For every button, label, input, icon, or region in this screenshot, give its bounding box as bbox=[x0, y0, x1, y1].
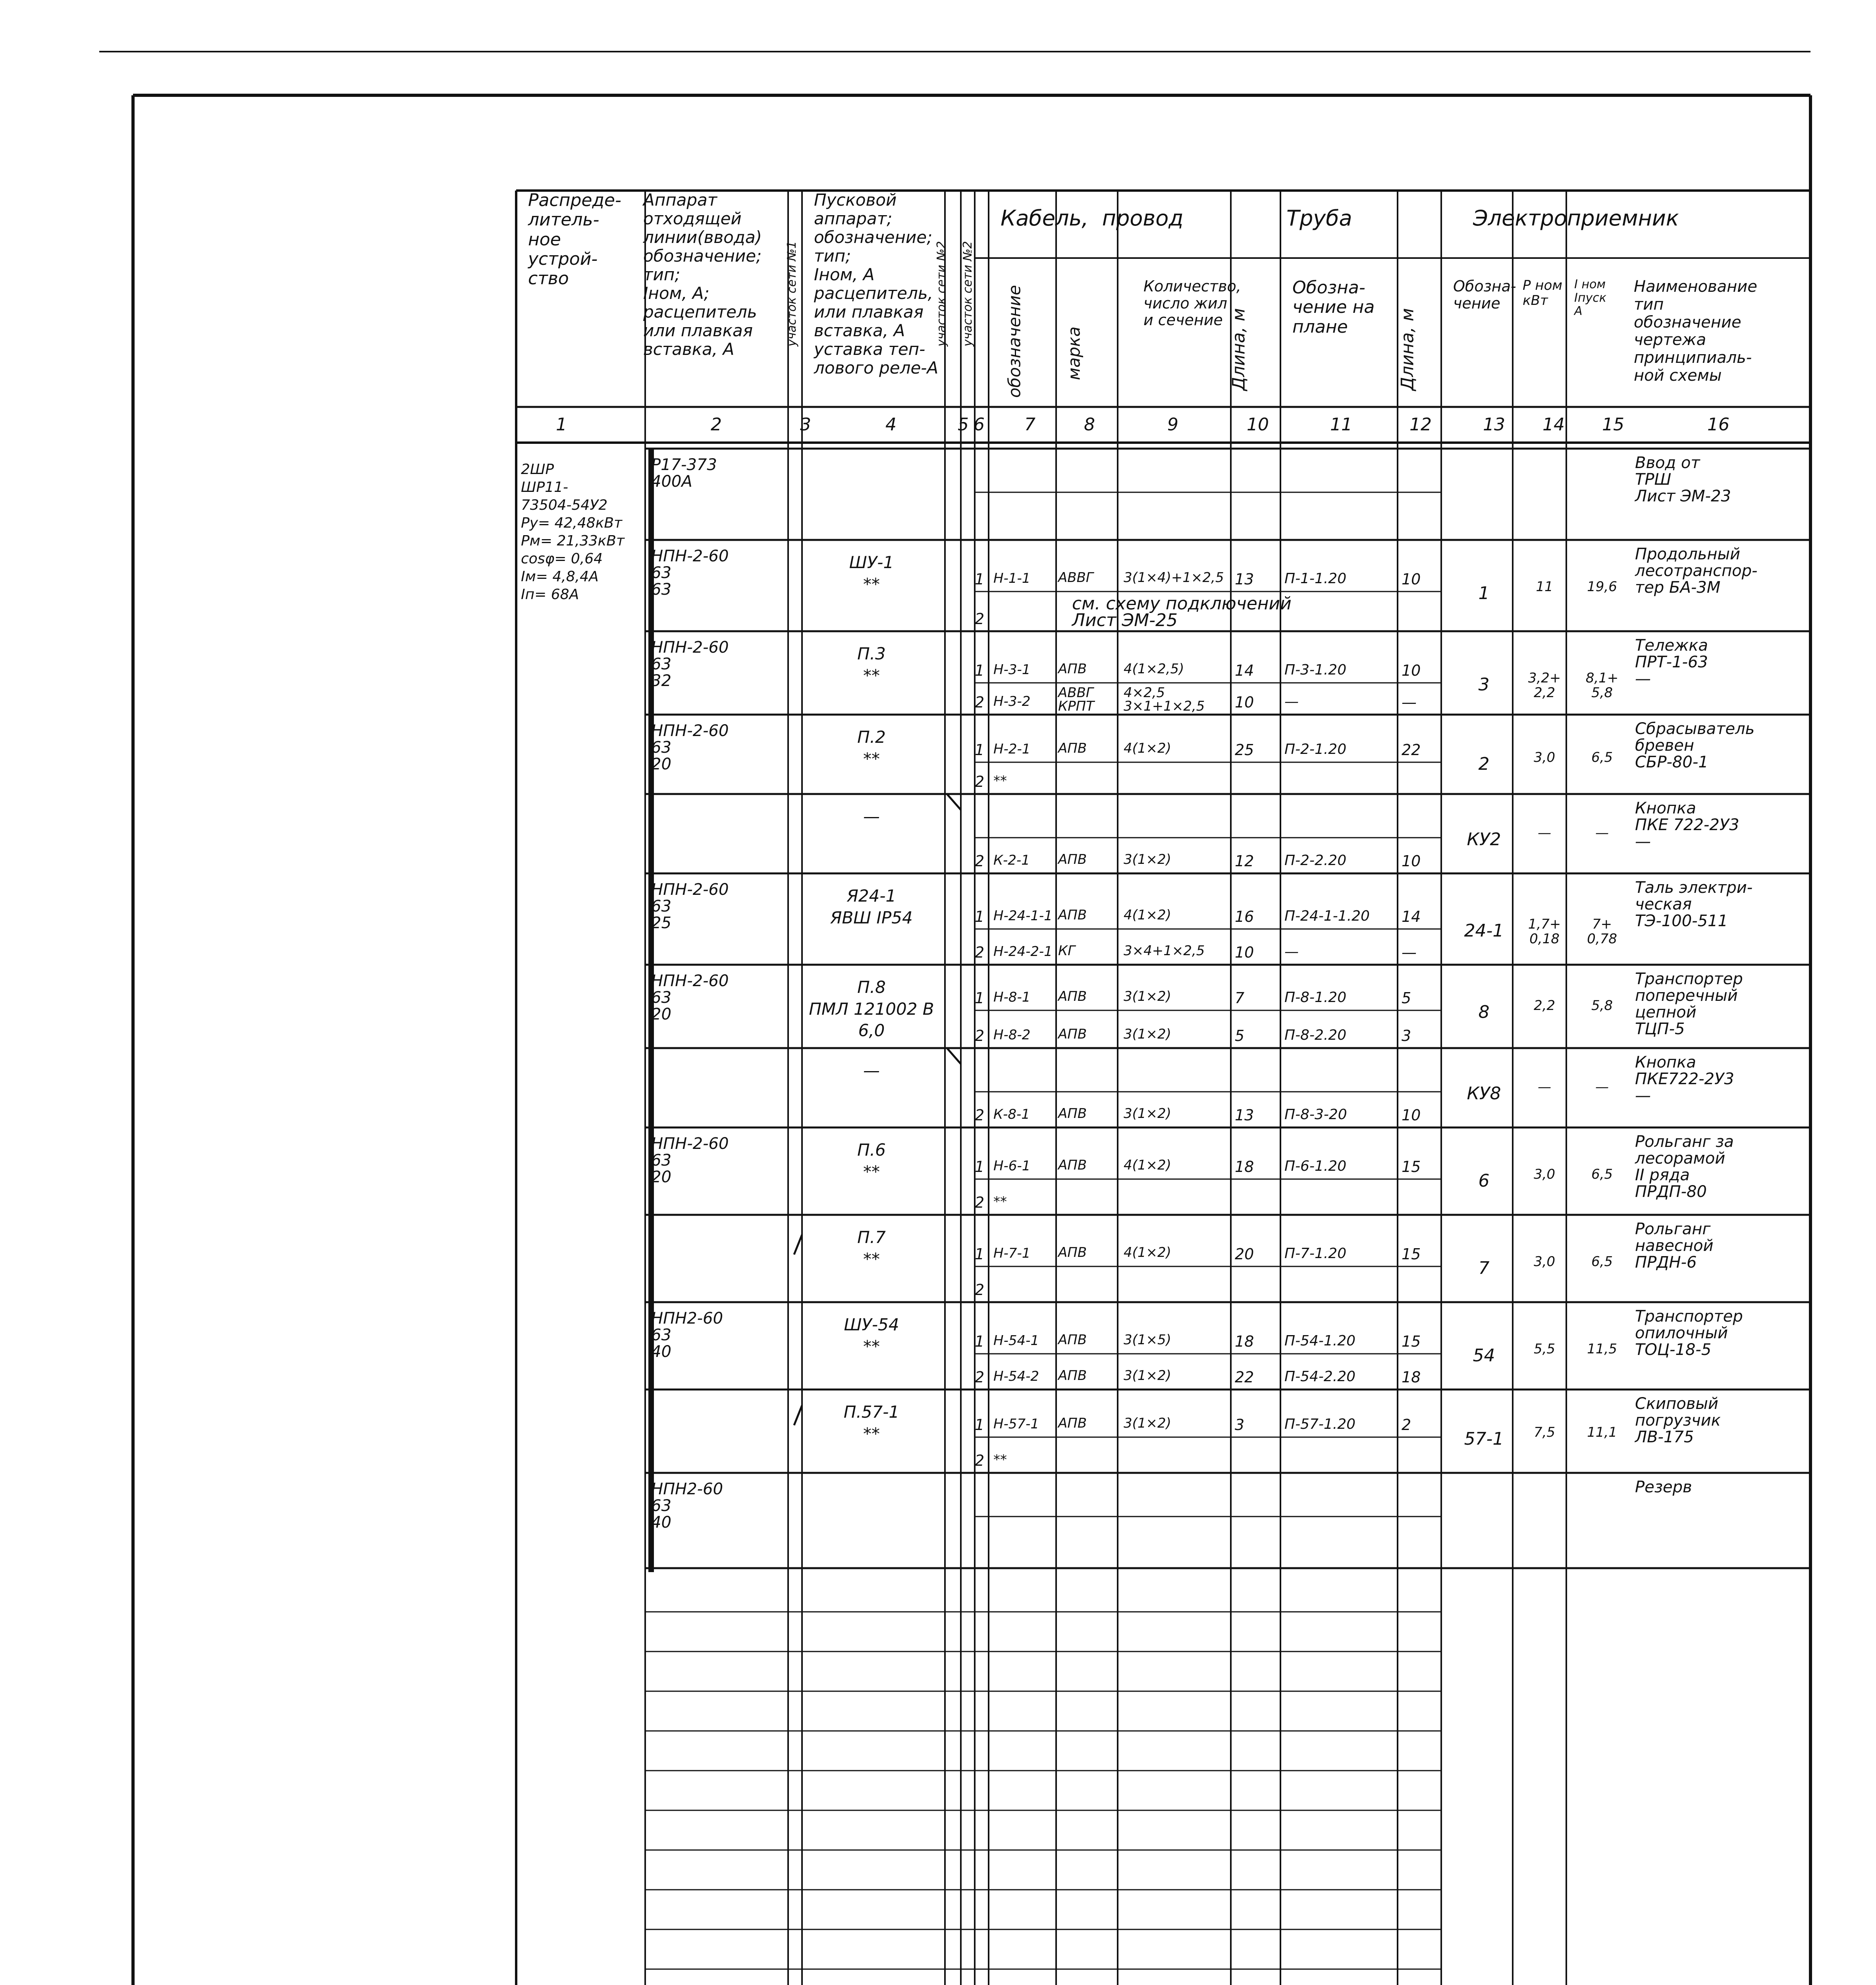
cable-brand: АПВ bbox=[1058, 1026, 1087, 1042]
receiver-power: 3,0 bbox=[1533, 1166, 1556, 1182]
receiver-power: — bbox=[1538, 825, 1551, 841]
cable-designation: Н-2-1 bbox=[993, 741, 1031, 757]
receiver-name: Тележка ПРТ-1-63 — bbox=[1635, 636, 1708, 688]
cable-designation: К-8-1 bbox=[993, 1106, 1030, 1122]
header-tube-designation: Обозна- чение на плане bbox=[1292, 278, 1375, 337]
cable-cores: 4×2,5 3×1+1×2,5 bbox=[1124, 685, 1205, 714]
cable-length: 3 bbox=[1235, 1416, 1245, 1434]
column-number: 10 bbox=[1247, 414, 1269, 435]
cable-brand: АПВ bbox=[1058, 1332, 1087, 1348]
tube-length: 15 bbox=[1402, 1245, 1421, 1263]
cable-brand: АПВ bbox=[1058, 1368, 1087, 1384]
line-number: 2 bbox=[975, 773, 985, 790]
cable-brand: АВВГ bbox=[1058, 570, 1093, 586]
receiver-current: — bbox=[1595, 825, 1609, 841]
line-number: 2 bbox=[975, 1194, 985, 1211]
line-number: 1 bbox=[975, 1158, 985, 1176]
header-tube-length: Длина, м bbox=[1397, 308, 1418, 391]
cable-brand: АПВ bbox=[1058, 989, 1087, 1004]
cable-cores: 4(1×2,5) bbox=[1124, 661, 1184, 677]
cable-length: 25 bbox=[1235, 741, 1254, 759]
starting-apparatus: П.3 ** bbox=[857, 644, 886, 685]
line-number: 1 bbox=[975, 908, 985, 925]
receiver-current: 7+ 0,78 bbox=[1587, 916, 1617, 947]
cable-length: 10 bbox=[1235, 694, 1254, 711]
cable-cores: 4(1×2) bbox=[1124, 1157, 1171, 1173]
tube-length: 22 bbox=[1402, 741, 1421, 759]
cable-designation: Н-1-1 bbox=[993, 570, 1031, 586]
header-receiver-designation: Обозна- чение bbox=[1453, 278, 1516, 312]
receiver-power: 11 bbox=[1536, 579, 1553, 595]
line-number: 2 bbox=[975, 694, 985, 711]
cable-note: см. схему подключений Лист ЭМ-25 bbox=[1072, 594, 1292, 630]
outgoing-apparatus: НПН-2-60 63 20 bbox=[651, 722, 729, 773]
header-cable-brand: марка bbox=[1064, 326, 1084, 380]
receiver-name: Рольганг за лесорамой II ряда ПРДП-80 bbox=[1635, 1133, 1734, 1201]
receiver-current: — bbox=[1595, 1079, 1609, 1095]
receiver-power: 5,5 bbox=[1533, 1341, 1556, 1357]
line-number: 2 bbox=[975, 610, 985, 628]
receiver-current: 11,1 bbox=[1587, 1424, 1617, 1440]
receiver-current: 6,5 bbox=[1591, 750, 1613, 765]
header-network-section-2: участок сети №2 bbox=[935, 241, 949, 347]
cable-cores: 3(1×2) bbox=[1124, 1026, 1171, 1042]
cable-designation: Н-6-1 bbox=[993, 1158, 1031, 1174]
receiver-name: Резерв bbox=[1635, 1478, 1692, 1496]
receiver-current: 19,6 bbox=[1587, 579, 1617, 595]
cable-length: 13 bbox=[1235, 570, 1254, 588]
cable-length: 18 bbox=[1235, 1333, 1254, 1350]
tube-designation: П-3-1.20 bbox=[1284, 662, 1347, 678]
tube-designation: П-57-1.20 bbox=[1284, 1416, 1356, 1432]
line-number: 1 bbox=[975, 1416, 985, 1434]
starting-apparatus: П.8 ПМЛ 121002 В 6,0 bbox=[809, 977, 934, 1041]
receiver-designation: 8 bbox=[1478, 1002, 1490, 1022]
receiver-power: 7,5 bbox=[1533, 1424, 1556, 1440]
cable-cores: 3(1×2) bbox=[1124, 852, 1171, 867]
receiver-name: Кнопка ПКЕ 722-2У3 — bbox=[1635, 799, 1739, 851]
receiver-current: 6,5 bbox=[1591, 1254, 1613, 1270]
cable-cores: 3(1×2) bbox=[1124, 1415, 1171, 1431]
starting-apparatus: П.6 ** bbox=[857, 1140, 886, 1181]
tube-designation: — bbox=[1284, 944, 1299, 960]
line-number: 2 bbox=[975, 1281, 985, 1299]
cable-brand: АВВГ КРПТ bbox=[1058, 685, 1094, 714]
tube-length: 15 bbox=[1402, 1333, 1421, 1350]
cable-cores: 4(1×2) bbox=[1124, 1245, 1171, 1260]
receiver-current: 8,1+ 5,8 bbox=[1585, 670, 1619, 701]
receiver-designation: 3 bbox=[1478, 675, 1490, 695]
tube-length: 10 bbox=[1402, 662, 1421, 679]
column-number: 12 bbox=[1409, 414, 1432, 435]
receiver-current: 11,5 bbox=[1587, 1341, 1617, 1357]
cable-length: 7 bbox=[1235, 989, 1245, 1007]
header-quantity: Количество, число жил и сечение bbox=[1143, 278, 1241, 329]
cable-length: 16 bbox=[1235, 908, 1254, 925]
column-number: 4 bbox=[885, 414, 897, 435]
cable-length: 12 bbox=[1235, 852, 1254, 870]
cable-designation: Н-8-2 bbox=[993, 1027, 1031, 1043]
header-power: Р ном кВт bbox=[1523, 278, 1562, 309]
receiver-power: — bbox=[1538, 1079, 1551, 1095]
tube-designation: — bbox=[1284, 694, 1299, 710]
tube-length: 15 bbox=[1402, 1158, 1421, 1176]
outgoing-apparatus: НПН-2-60 63 25 bbox=[651, 881, 729, 932]
line-number: 2 bbox=[975, 1368, 985, 1386]
tube-length: 2 bbox=[1402, 1416, 1411, 1434]
tube-length: — bbox=[1402, 694, 1417, 711]
header-starting-apparatus: Пусковой аппарат; обозначение; тип; Iном, А расцепитель, или плавкая вставка, А уставка теп- лового реле-А bbox=[814, 190, 939, 378]
line-number: 2 bbox=[975, 944, 985, 961]
outgoing-apparatus: НПН2-60 63 40 bbox=[651, 1480, 723, 1532]
outgoing-apparatus: НПН-2-60 63 20 bbox=[651, 972, 729, 1023]
cable-brand: АПВ bbox=[1058, 852, 1087, 867]
cable-designation: Н-54-2 bbox=[993, 1368, 1039, 1384]
starting-apparatus: П.7 ** bbox=[857, 1228, 886, 1269]
line-number: 1 bbox=[975, 741, 985, 759]
starting-apparatus: П.57-1 ** bbox=[843, 1402, 900, 1443]
line-number: 2 bbox=[975, 1027, 985, 1045]
column-number: 14 bbox=[1542, 414, 1565, 435]
receiver-designation: 2 bbox=[1478, 754, 1490, 774]
line-number: 1 bbox=[975, 570, 985, 588]
cable-designation: К-2-1 bbox=[993, 852, 1030, 868]
receiver-designation: 1 bbox=[1478, 583, 1490, 603]
receiver-current: 5,8 bbox=[1591, 998, 1613, 1014]
line-number: 1 bbox=[975, 989, 985, 1007]
cable-designation: Н-57-1 bbox=[993, 1416, 1039, 1432]
header-network-section-2b: участок сети №2 bbox=[961, 241, 975, 347]
cable-designation: Н-7-1 bbox=[993, 1245, 1031, 1261]
cable-length: 22 bbox=[1235, 1368, 1254, 1386]
tube-designation: П-8-1.20 bbox=[1284, 989, 1347, 1006]
receiver-power: 2,2 bbox=[1533, 998, 1556, 1014]
receiver-designation: 6 bbox=[1478, 1171, 1490, 1191]
cable-brand: АПВ bbox=[1058, 1157, 1087, 1173]
receiver-designation: КУ8 bbox=[1467, 1083, 1501, 1104]
receiver-name: Транспортер опилочный ТОЦ-18-5 bbox=[1635, 1307, 1743, 1359]
column-number: 2 bbox=[711, 414, 722, 435]
receiver-designation: 24-1 bbox=[1464, 921, 1504, 941]
header-distribution-device: Распреде- литель- ное устрой- ство bbox=[528, 190, 621, 289]
receiver-designation: 57-1 bbox=[1464, 1429, 1504, 1449]
starting-apparatus: — bbox=[863, 807, 880, 826]
tube-designation: П-2-2.20 bbox=[1284, 852, 1347, 869]
receiver-name: Продольный лесотранспор- тер БА-3М bbox=[1635, 545, 1758, 597]
column-number: 5 bbox=[958, 414, 969, 435]
line-number: 2 bbox=[975, 1452, 985, 1469]
header-receiver-name: Наименование тип обозначение чертежа принципиаль- ной схемы bbox=[1634, 278, 1757, 385]
cable-designation: Н-54-1 bbox=[993, 1333, 1039, 1349]
header-cable-group: Кабель, провод bbox=[1001, 206, 1184, 231]
cable-cores: 3(1×5) bbox=[1124, 1332, 1171, 1348]
tube-designation: П-6-1.20 bbox=[1284, 1158, 1347, 1174]
tube-length: 18 bbox=[1402, 1368, 1421, 1386]
column-number: 7 bbox=[1024, 414, 1035, 435]
column-number: 15 bbox=[1602, 414, 1624, 435]
cable-cores: 3(1×2) bbox=[1124, 989, 1171, 1004]
receiver-power: 3,2+ 2,2 bbox=[1528, 670, 1561, 701]
tube-designation: П-54-2.20 bbox=[1284, 1368, 1356, 1385]
cable-length: 13 bbox=[1235, 1106, 1254, 1124]
cable-designation: ** bbox=[993, 1194, 1007, 1210]
column-number: 9 bbox=[1167, 414, 1178, 435]
header-receiver-group: Электроприемник bbox=[1473, 206, 1679, 231]
receiver-designation: КУ2 bbox=[1467, 829, 1501, 850]
receiver-power: 1,7+ 0,18 bbox=[1528, 916, 1561, 947]
receiver-name: Сбрасыватель бревен СБР-80-1 bbox=[1635, 720, 1755, 771]
tube-length: 3 bbox=[1402, 1027, 1411, 1045]
outgoing-apparatus: НПН-2-60 63 32 bbox=[651, 638, 729, 690]
tube-designation: П-7-1.20 bbox=[1284, 1245, 1347, 1262]
outgoing-apparatus: НПН-2-60 63 63 bbox=[651, 547, 729, 599]
starting-apparatus: П.2 ** bbox=[857, 727, 886, 769]
outgoing-apparatus: НПН-2-60 63 20 bbox=[651, 1135, 729, 1186]
cable-brand: АПВ bbox=[1058, 661, 1087, 677]
column-number: 3 bbox=[800, 414, 811, 435]
starting-apparatus: Я24-1 ЯВШ IР54 bbox=[830, 886, 913, 927]
column-number: 11 bbox=[1330, 414, 1352, 435]
cable-cores: 3(1×2) bbox=[1124, 1106, 1171, 1122]
outgoing-apparatus: НПН2-60 63 40 bbox=[651, 1309, 723, 1361]
receiver-name: Транспортер поперечный цепной ТЦП-5 bbox=[1635, 970, 1743, 1038]
line-number: 1 bbox=[975, 1333, 985, 1350]
line-number: 2 bbox=[975, 1106, 985, 1124]
cable-length: 20 bbox=[1235, 1245, 1254, 1263]
cable-brand: АПВ bbox=[1058, 1106, 1087, 1122]
cable-cores: 4(1×2) bbox=[1124, 740, 1171, 756]
distribution-device-data: 2ШР ШР11- 73504-54У2 Ру= 42,48кВт Рм= 21,33кВт cosφ= 0,64 Iм= 4,8,4А Iп= 68А bbox=[521, 461, 625, 603]
tube-designation: П-8-3-20 bbox=[1284, 1106, 1347, 1123]
cable-brand: АПВ bbox=[1058, 907, 1087, 923]
tube-designation: П-54-1.20 bbox=[1284, 1333, 1356, 1349]
receiver-designation: 54 bbox=[1473, 1345, 1495, 1366]
receiver-name: Таль электри- ческая ТЭ-100-511 bbox=[1635, 879, 1753, 930]
line-number: 2 bbox=[975, 852, 985, 870]
tube-length: 10 bbox=[1402, 1106, 1421, 1124]
cable-cores: 3(1×2) bbox=[1124, 1368, 1171, 1384]
column-number: 1 bbox=[556, 414, 567, 435]
tube-length: 5 bbox=[1402, 989, 1411, 1007]
line-number: 1 bbox=[975, 662, 985, 679]
tube-length: — bbox=[1402, 944, 1417, 961]
cable-designation: ** bbox=[993, 1452, 1007, 1468]
header-outgoing-apparatus: Аппарат отходящей линии(ввода) обозначение; тип; Iном, А; расцепитель или плавкая вставка, А bbox=[643, 190, 762, 359]
tube-length: 14 bbox=[1402, 908, 1421, 925]
header-cable-length: Длина, м bbox=[1228, 308, 1249, 391]
tube-length: 10 bbox=[1402, 852, 1421, 870]
cable-brand: КГ bbox=[1058, 943, 1076, 959]
receiver-name: Ввод от ТРШ Лист ЭМ-23 bbox=[1635, 454, 1731, 505]
cable-designation: Н-24-1-1 bbox=[993, 908, 1053, 924]
cable-brand: АПВ bbox=[1058, 1415, 1087, 1431]
starting-apparatus: — bbox=[863, 1061, 880, 1080]
cable-designation: Н-24-2-1 bbox=[993, 944, 1053, 960]
cable-length: 10 bbox=[1235, 944, 1254, 961]
cable-cores: 4(1×2) bbox=[1124, 907, 1171, 923]
column-number: 13 bbox=[1483, 414, 1505, 435]
tube-designation: П-8-2.20 bbox=[1284, 1027, 1347, 1043]
receiver-name: Кнопка ПКЕ722-2У3 — bbox=[1635, 1053, 1734, 1105]
cable-cores: 3(1×4)+1×2,5 bbox=[1124, 570, 1224, 586]
line-number: 1 bbox=[975, 1245, 985, 1263]
cable-length: 5 bbox=[1235, 1027, 1245, 1045]
receiver-designation: 7 bbox=[1478, 1258, 1490, 1278]
tube-designation: П-24-1-1.20 bbox=[1284, 908, 1370, 924]
column-number: 16 bbox=[1707, 414, 1729, 435]
cable-length: 18 bbox=[1235, 1158, 1254, 1176]
header-tube-group: Труба bbox=[1286, 206, 1352, 231]
header-cable-designation: обозначение bbox=[1005, 285, 1024, 398]
tube-designation: П-1-1.20 bbox=[1284, 570, 1347, 587]
receiver-power: 3,0 bbox=[1533, 1254, 1556, 1270]
tube-designation: П-2-1.20 bbox=[1284, 741, 1347, 757]
cable-designation: Н-8-1 bbox=[993, 989, 1031, 1005]
column-number: 8 bbox=[1084, 414, 1095, 435]
tube-length: 10 bbox=[1402, 570, 1421, 588]
header-network-section-1: участок сети №1 bbox=[785, 241, 799, 347]
outgoing-apparatus: Р17-373 400А bbox=[651, 456, 717, 491]
receiver-power: 3,0 bbox=[1533, 750, 1556, 765]
receiver-name: Рольганг навесной ПРДН-6 bbox=[1635, 1220, 1714, 1272]
cable-length: 14 bbox=[1235, 662, 1254, 679]
cable-brand: АПВ bbox=[1058, 1245, 1087, 1260]
cable-cores: 3×4+1×2,5 bbox=[1124, 943, 1205, 959]
column-number: 6 bbox=[974, 414, 985, 435]
cable-brand: АПВ bbox=[1058, 740, 1087, 756]
starting-apparatus: ШУ-54 ** bbox=[844, 1315, 899, 1356]
receiver-current: 6,5 bbox=[1591, 1166, 1613, 1182]
starting-apparatus: ШУ-1 ** bbox=[849, 553, 894, 594]
receiver-name: Скиповый погрузчик ЛВ-175 bbox=[1635, 1395, 1721, 1446]
cable-designation: Н-3-1 bbox=[993, 662, 1031, 678]
cable-designation: Н-3-2 bbox=[993, 694, 1031, 709]
header-current: I ном Iпуск А bbox=[1574, 278, 1606, 318]
cable-designation: ** bbox=[993, 773, 1007, 789]
